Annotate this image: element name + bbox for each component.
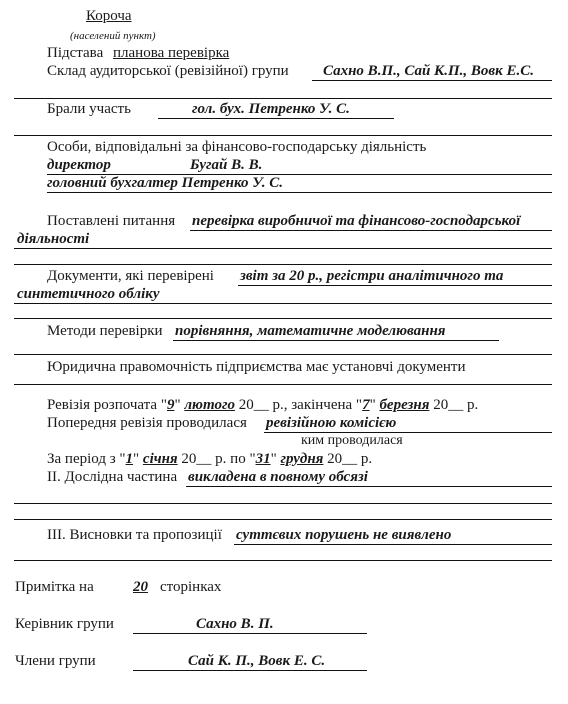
members-signature: Сай К. П., Вовк Е. С.	[188, 653, 326, 669]
period-from-day: 1	[125, 451, 134, 467]
place-caption: (населений пункт)	[70, 30, 156, 42]
documents-underline-2	[14, 303, 552, 304]
period-from-month: січня	[142, 451, 178, 467]
participants-value: гол. бух. Петренко У. С.	[192, 101, 350, 117]
blank-line	[14, 354, 552, 355]
documents-value-line2: синтетичного обліку	[17, 286, 160, 302]
period-quote-1: "	[133, 451, 140, 467]
blank-line	[14, 98, 552, 99]
audit-start-quote: "	[174, 397, 181, 413]
blank-line	[14, 503, 552, 504]
members-underline	[133, 670, 367, 671]
audit-end-year: 20__ р.	[433, 397, 479, 413]
blank-line	[14, 264, 552, 265]
leader-label: Керівник групи	[15, 616, 114, 632]
methods-underline	[173, 340, 499, 341]
director-role: директор	[47, 157, 111, 173]
audit-start-year: 20__ р., закінчена "	[238, 397, 363, 413]
issues-value-line1: перевірка виробничої та фінансово-господарської	[192, 213, 521, 229]
conclusions-value: суттєвих порушень не виявлено	[236, 527, 452, 543]
audit-start-prefix: Ревізія розпочата "	[47, 397, 167, 413]
team-underline	[312, 80, 552, 81]
blank-line	[14, 384, 552, 385]
period-to-day: 31	[255, 451, 271, 467]
previous-audit-label: Попередня ревізія проводилася	[47, 415, 247, 431]
by-whom-caption: ким проводилася	[301, 433, 403, 448]
documents-value-line1: звіт за 20 р., регістри аналітичного та	[240, 268, 504, 284]
note-suffix: сторінках	[160, 579, 222, 595]
research-underline	[186, 486, 552, 487]
conclusions-underline	[234, 544, 552, 545]
period-dates	[47, 450, 372, 468]
issues-value-line2: діяльності	[17, 231, 90, 247]
methods-value: порівняння, математичне моделювання	[175, 323, 446, 339]
leader-underline	[133, 633, 367, 634]
note-label: Примітка на	[15, 579, 94, 595]
leader-signature: Сахно В. П.	[196, 616, 274, 632]
blank-line	[14, 135, 552, 136]
previous-audit-value: ревізійною комісією	[266, 415, 397, 431]
issues-underline-2	[14, 248, 552, 249]
note-pages: 20	[133, 579, 148, 595]
audit-end-day: 7	[362, 397, 370, 413]
audit-start-day: 9	[166, 397, 175, 413]
documents-underline-1	[238, 285, 552, 286]
accountant-underline	[47, 192, 552, 193]
team-label: Склад аудиторської (ревізійної) групи	[47, 63, 289, 79]
basis-label: Підстава	[47, 45, 104, 61]
place-name: Короча	[86, 8, 132, 24]
blank-line	[14, 318, 552, 319]
methods-label: Методи перевірки	[47, 323, 163, 339]
period-year-1: 20__ р. по "	[181, 451, 256, 467]
director-name: Бугай В. В.	[190, 157, 263, 173]
responsible-label: Особи, відповідальні за фінансово-господарську діяльність	[47, 139, 427, 155]
issues-underline-1	[190, 230, 552, 231]
blank-line	[14, 519, 552, 520]
period-to-month: грудня	[280, 451, 324, 467]
research-label: II. Дослідна частина	[47, 469, 178, 485]
documents-label: Документи, які перевірені	[47, 268, 214, 284]
audit-start-month: лютого	[184, 397, 235, 413]
period-quote-2: "	[270, 451, 277, 467]
legal-text: Юридична правомочність підприємства має установчі документи	[47, 359, 466, 375]
members-label: Члени групи	[15, 653, 96, 669]
blank-line	[14, 560, 552, 561]
period-prefix: За період з "	[47, 451, 126, 467]
basis-value: планова перевірка	[113, 45, 230, 61]
conclusions-label: III. Висновки та пропозиції	[47, 527, 222, 543]
chief-accountant: головний бухгалтер Петренко У. С.	[47, 175, 283, 191]
team-value: Сахно В.П., Сай К.П., Вовк Е.С.	[323, 63, 534, 79]
audit-dates	[47, 396, 478, 414]
participants-underline	[158, 118, 394, 119]
period-year-2: 20__ р.	[327, 451, 373, 467]
audit-end-quote: "	[369, 397, 376, 413]
research-value: викладена в повному обсязі	[188, 469, 368, 485]
audit-end-month: березня	[379, 397, 430, 413]
participants-label: Брали участь	[47, 101, 131, 117]
issues-label-text: Поставлені питання	[47, 213, 176, 229]
